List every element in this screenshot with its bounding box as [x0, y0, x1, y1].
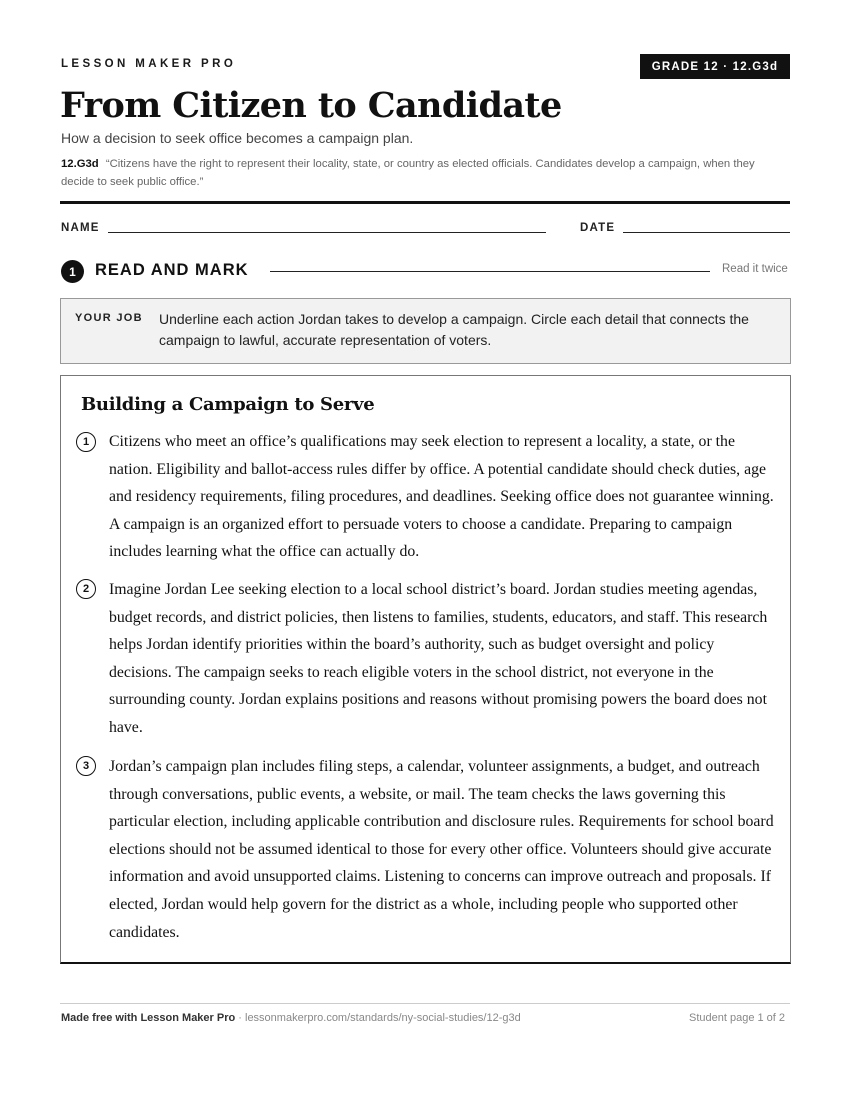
paragraph-number-1: 1: [76, 432, 96, 452]
name-label: NAME: [61, 222, 100, 234]
reading-passage: [60, 375, 791, 964]
name-field-line[interactable]: [108, 232, 546, 233]
page-title: From Citizen to Candidate: [60, 85, 562, 126]
your-job-label: YOUR JOB: [75, 312, 143, 324]
paragraph-number-3: 3: [76, 756, 96, 776]
section-title: READ AND MARK: [95, 261, 249, 279]
footer-page-indicator: Student page 1 of 2: [689, 1012, 786, 1024]
brand-name: LESSON MAKER PRO: [61, 58, 237, 70]
page-subtitle: How a decision to seek office becomes a campaign plan.: [61, 130, 414, 146]
standard-text: “Citizens have the right to represent their locality, state, or country as elected officials. Candidates develop a campaign, when they decide to seek public office.”: [61, 158, 755, 188]
date-field-line[interactable]: [623, 232, 790, 233]
your-job-box: [60, 298, 791, 364]
standard-code: 12.G3d: [61, 158, 99, 170]
date-label: DATE: [580, 222, 616, 234]
footer-credit: [61, 1012, 521, 1024]
footer-url[interactable]: lessonmakerpro.com/standards/ny-social-studies/12-g3d: [245, 1012, 521, 1024]
footer-divider: [60, 1003, 790, 1004]
section-number-badge: 1: [61, 260, 84, 283]
your-job-instructions: Underline each action Jordan takes to develop a campaign. Circle each detail that connects the campaign to lawful, accurate representation of voters.: [159, 311, 749, 348]
section-rule: [270, 271, 710, 272]
paragraph-3: Jordan’s campaign plan includes filing steps, a calendar, volunteer assignments, a budget, and outreach through conversations, public events, a website, or mail. The team checks the laws governing this particular election, including applicable contribution and disclosure rules. Requirements for school board elections should not be assumed identical to those for every other office. Volunteers should give accurate information and avoid unsupported claims. Listening to concerns can improve outreach and proposals. If elected, Jordan would help govern for the district as a whole, including people who supported other candidates.: [109, 758, 774, 941]
paragraph-number-2: 2: [76, 579, 96, 599]
section-note: Read it twice: [722, 263, 788, 275]
grade-badge: GRADE 12 · 12.G3d: [640, 54, 790, 79]
paragraph-2: Imagine Jordan Lee seeking election to a local school district’s board. Jordan studies meeting agendas, budget records, and district policies, then listens to families, students, educators, and staff. This research helps Jordan identify priorities within the board’s authority, such as budget oversight and policy decisions. The campaign seeks to reach eligible voters in the school district, not everyone in the surrounding county. Jordan explains positions and reasons without promising powers the board does not have.: [109, 581, 768, 736]
header-divider: [60, 201, 790, 204]
footer-separator: ·: [235, 1012, 245, 1024]
paragraph-1: Citizens who meet an office’s qualifications may seek election to represent a locality, a state, or the nation. Eligibility and ballot-access rules differ by office. A potential candidate should check duties, age and residency requirements, filing procedures, and deadlines. Seeking office does not guarantee winning. A campaign is an organized effort to persuade voters to choose a candidate. Preparing to campaign includes learning what the office can actually do.: [109, 433, 774, 561]
standard-statement: [61, 156, 791, 191]
footer-made-with: Made free with Lesson Maker Pro: [61, 1012, 236, 1024]
passage-title: Building a Campaign to Serve: [81, 394, 375, 415]
